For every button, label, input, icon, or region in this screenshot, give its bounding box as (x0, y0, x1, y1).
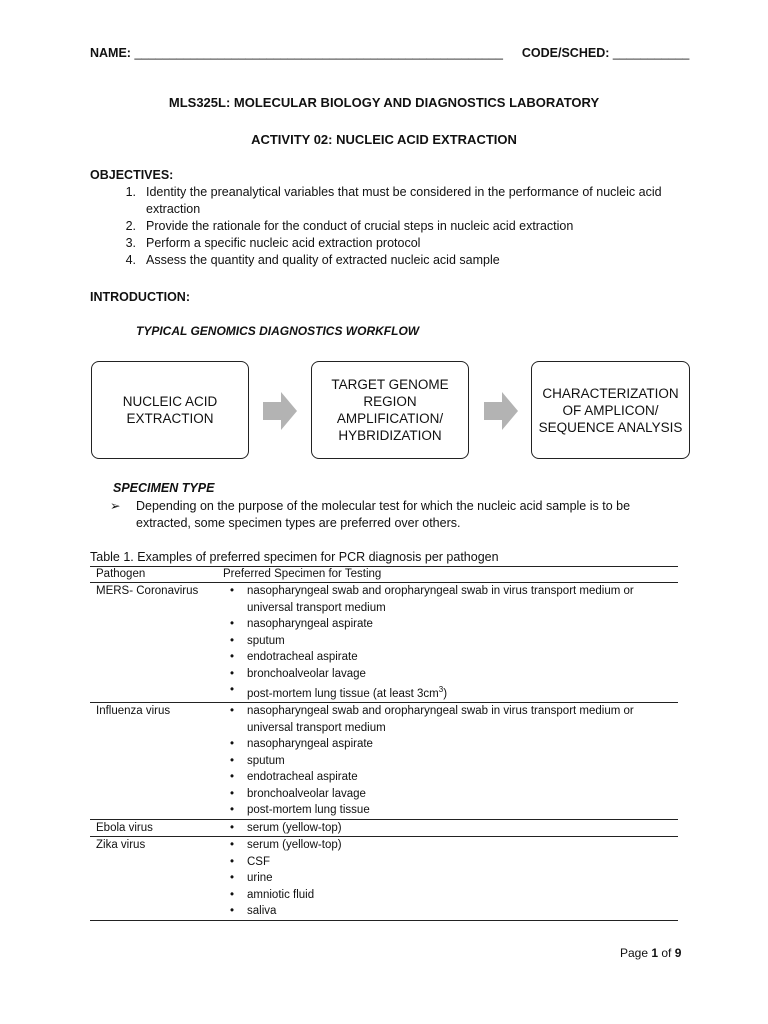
objective-item: 4. Assess the quantity and quality of extracted nucleic acid sample (125, 253, 500, 267)
table-row: MERS- Coronavirus • nasopharyngeal swab and oropharyngeal swab in virus transport medium or universal transport medium • nasopharyngeal aspirate • sputum • endotracheal aspirate • bronchoalveolar lavage • post-mortem lung tissue (at least $3cm^3$) (90, 583, 678, 703)
course-title: MLS325L: MOLECULAR BIOLOGY AND DIAGNOSTICS LABORATORY (168, 95, 600, 110)
code-sched-label: CODE/SCHED: (521, 46, 610, 60)
arrow-bullet-icon: ➢ (110, 499, 121, 513)
code-sched-blank[interactable]: ___________ (612, 46, 690, 60)
workflow-step-amplification: TARGET GENOME REGION AMPLIFICATION/ HYBRIDIZATION (311, 361, 469, 459)
list-item: • nasopharyngeal aspirate (223, 736, 678, 753)
list-item: • endotracheal aspirate (223, 769, 678, 786)
list-item: • CSF (223, 854, 678, 871)
table-row: Zika virus • serum (yellow-top) • CSF • urine • amniotic fluid • saliva (90, 837, 678, 921)
objective-item: 2. Provide the rationale for the conduct of crucial steps in nucleic acid extraction (125, 219, 574, 233)
table-caption: Table 1. Examples of preferred specimen for PCR diagnosis per pathogen (90, 550, 499, 564)
list-item: • post-mortem lung tissue (223, 802, 678, 819)
list-item: • serum (yellow-top) (223, 837, 678, 854)
list-item: • sputum (223, 633, 678, 650)
name-label: NAME: (90, 46, 131, 60)
objective-item: 1. Identity the preanalytical variables that must be considered in the performance of nucleic acid extraction (125, 185, 662, 216)
objectives-heading: OBJECTIVES: (90, 168, 174, 182)
list-item: • post-mortem lung tissue (at least $3cm^3$) (223, 682, 678, 702)
table-row: Ebola virus • serum (yellow-top) (90, 819, 678, 837)
list-item: • nasopharyngeal aspirate (223, 616, 678, 633)
list-item: • saliva (223, 903, 678, 920)
workflow-step-extraction: NUCLEIC ACID EXTRACTION (91, 361, 249, 459)
page-number: Page 1 of 9 (620, 946, 682, 960)
table-header-row (90, 567, 678, 583)
arrow-right-icon (263, 392, 297, 430)
objective-item: 3. Perform a specific nucleic acid extraction protocol (125, 236, 421, 250)
list-item: • bronchoalveolar lavage (223, 666, 678, 683)
list-item: • urine (223, 870, 678, 887)
column-header-specimen: Preferred Specimen for Testing (223, 567, 678, 583)
table-row: Influenza virus • nasopharyngeal swab and oropharyngeal swab in virus transport medium or universal transport medium • nasopharyngeal aspirate • sputum • endotracheal aspirate • bronchoalveolar lavage • post-mortem lung tissue (90, 703, 678, 820)
arrow-right-icon (484, 392, 518, 430)
specimen-bullet-paragraph: ➢ Depending on the purpose of the molecular test for which the nucleic acid sample is to be extracted, some specimen types are preferred over others. (110, 499, 631, 530)
list-item: • nasopharyngeal swab and oropharyngeal swab in virus transport medium or universal transport medium (223, 703, 678, 736)
name-blank[interactable]: _____________________________________________________ (134, 46, 503, 60)
workflow-heading: TYPICAL GENOMICS DIAGNOSTICS WORKFLOW (136, 324, 420, 338)
specimen-type-heading: SPECIMEN TYPE (113, 481, 215, 495)
introduction-heading: INTRODUCTION: (90, 290, 190, 304)
objectives-list (108, 184, 688, 269)
list-item: • bronchoalveolar lavage (223, 786, 678, 803)
workflow-step-characterization: CHARACTERIZATION OF AMPLICON/ SEQUENCE ANALYSIS (531, 361, 690, 459)
activity-title: ACTIVITY 02: NUCLEIC ACID EXTRACTION (251, 132, 517, 147)
list-item: • sputum (223, 753, 678, 770)
list-item: • amniotic fluid (223, 887, 678, 904)
column-header-pathogen: Pathogen (90, 567, 223, 583)
specimen-table (90, 566, 678, 921)
list-item: • nasopharyngeal swab and oropharyngeal swab in virus transport medium or universal transport medium (223, 583, 678, 616)
name-code-header (90, 46, 690, 60)
list-item: • serum (yellow-top) (223, 820, 678, 837)
list-item: • endotracheal aspirate (223, 649, 678, 666)
